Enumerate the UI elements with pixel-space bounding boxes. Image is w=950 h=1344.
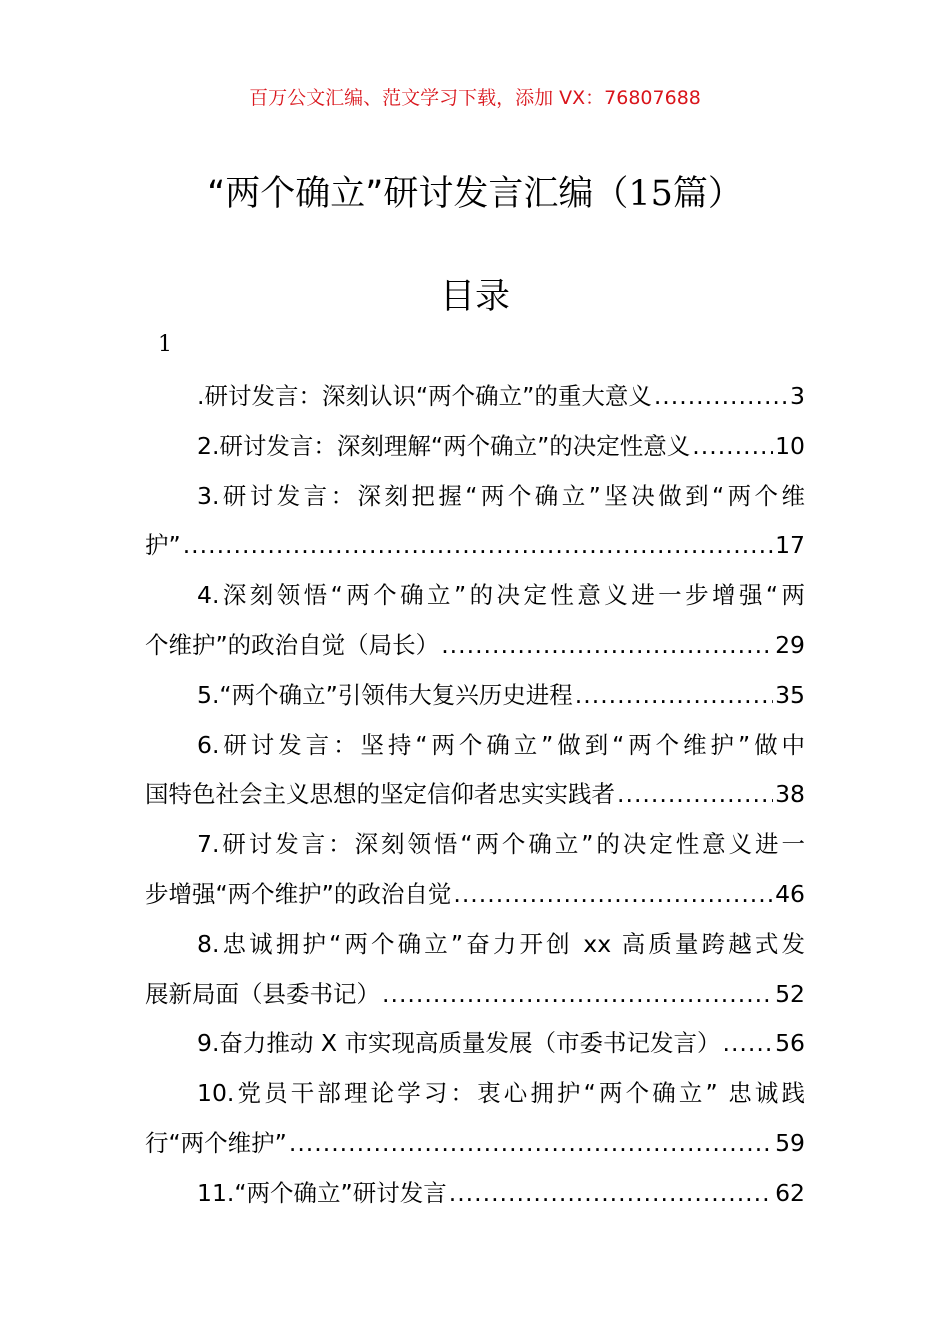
toc-entry-page: 46 <box>775 879 805 908</box>
title-post: 篇） <box>672 174 743 214</box>
toc-entry-page: 59 <box>775 1128 805 1157</box>
toc-entry[interactable] <box>145 422 805 472</box>
document-title <box>0 168 950 220</box>
toc-entry[interactable] <box>145 970 805 1020</box>
toc-entry[interactable] <box>145 870 805 920</box>
toc-entry-title: 2.研讨发言：深刻理解“两个确立”的决定性意义 <box>197 431 691 460</box>
toc-entry-first-line[interactable]: 10.党员干部理论学习：衷心拥护“两个确立” 忠诚践 <box>197 1079 805 1108</box>
toc-heading: 目录 <box>439 277 510 317</box>
toc-leader-dots <box>441 621 773 671</box>
toc-entry-title: .研讨发言：深刻认识“两个确立”的重大意义 <box>197 382 652 410</box>
toc-leader-dots <box>654 372 788 422</box>
toc-entry-title: 9.奋力推动 X 市实现高质量发展（市委书记发言） <box>197 1029 721 1058</box>
toc-leader-dots <box>289 1119 773 1169</box>
toc-entry-title: 个维护”的政治自觉（局长） <box>145 630 440 659</box>
toc-entry-title: 5.“两个确立”引领伟大复兴历史进程 <box>197 680 573 709</box>
toc-entry-first-line[interactable]: 8.忠诚拥护“两个确立”奋力开创 xx 高质量跨越式发 <box>197 929 805 958</box>
toc-leader-dots <box>183 521 773 571</box>
toc-entry-title: 展新局面（县委书记） <box>145 979 380 1008</box>
toc-entry[interactable] <box>145 671 805 721</box>
toc-entry-first-line[interactable]: 4.深刻领悟“两个确立”的决定性意义进一步增强“两 <box>197 581 805 610</box>
toc-leader-dots <box>453 870 773 920</box>
toc-entry[interactable] <box>145 1169 805 1219</box>
toc-leader-dots <box>692 422 773 472</box>
toc-entry-page: 3 <box>790 382 805 410</box>
toc-entry-first-line[interactable]: 6.研讨发言：坚持“两个确立”做到“两个维护”做中 <box>197 730 805 759</box>
title-pre: “两个确立”研讨发言汇编（ <box>207 174 629 214</box>
toc-entry[interactable] <box>145 521 805 571</box>
toc-entry[interactable] <box>145 770 805 820</box>
toc-entry-page: 17 <box>775 531 805 560</box>
toc-entry-first-line[interactable]: 3.研讨发言：深刻把握“两个确立”坚决做到“两个维 <box>197 481 805 510</box>
toc-leader-dots <box>617 770 773 820</box>
toc-leader-dots <box>382 970 773 1020</box>
toc-entry-page: 56 <box>775 1029 805 1058</box>
toc-entry[interactable] <box>145 621 805 671</box>
toc-entry-title: 护” <box>145 531 181 560</box>
toc-entry[interactable] <box>145 372 805 422</box>
toc-entry-page: 52 <box>775 979 805 1008</box>
header-watermark-text: 百万公文汇编、范文学习下载，添加 VX：76807688 <box>249 87 701 109</box>
toc-entry-page: 10 <box>775 431 805 460</box>
toc-entry[interactable] <box>145 1019 805 1069</box>
table-of-contents <box>145 372 805 1219</box>
title-count: 15 <box>628 174 673 214</box>
toc-entry-page: 35 <box>775 680 805 709</box>
toc-leader-dots <box>722 1019 773 1069</box>
stray-number: 1 <box>158 332 172 357</box>
toc-entry-title: 行“两个维护” <box>145 1128 287 1157</box>
toc-entry-title: 11.“两个确立”研讨发言 <box>197 1178 447 1207</box>
toc-entry-title: 步增强“两个维护”的政治自觉 <box>145 879 452 908</box>
toc-entry[interactable] <box>145 1119 805 1169</box>
toc-leader-dots <box>449 1169 773 1219</box>
toc-entry-first-line[interactable]: 7.研讨发言：深刻领悟“两个确立”的决定性意义进一 <box>197 830 805 859</box>
toc-entry-page: 62 <box>775 1178 805 1207</box>
toc-entry-page: 29 <box>775 630 805 659</box>
toc-entry-title: 国特色社会主义思想的坚定信仰者忠实实践者 <box>145 780 615 809</box>
toc-leader-dots <box>575 671 773 721</box>
toc-entry-page: 38 <box>775 780 805 809</box>
